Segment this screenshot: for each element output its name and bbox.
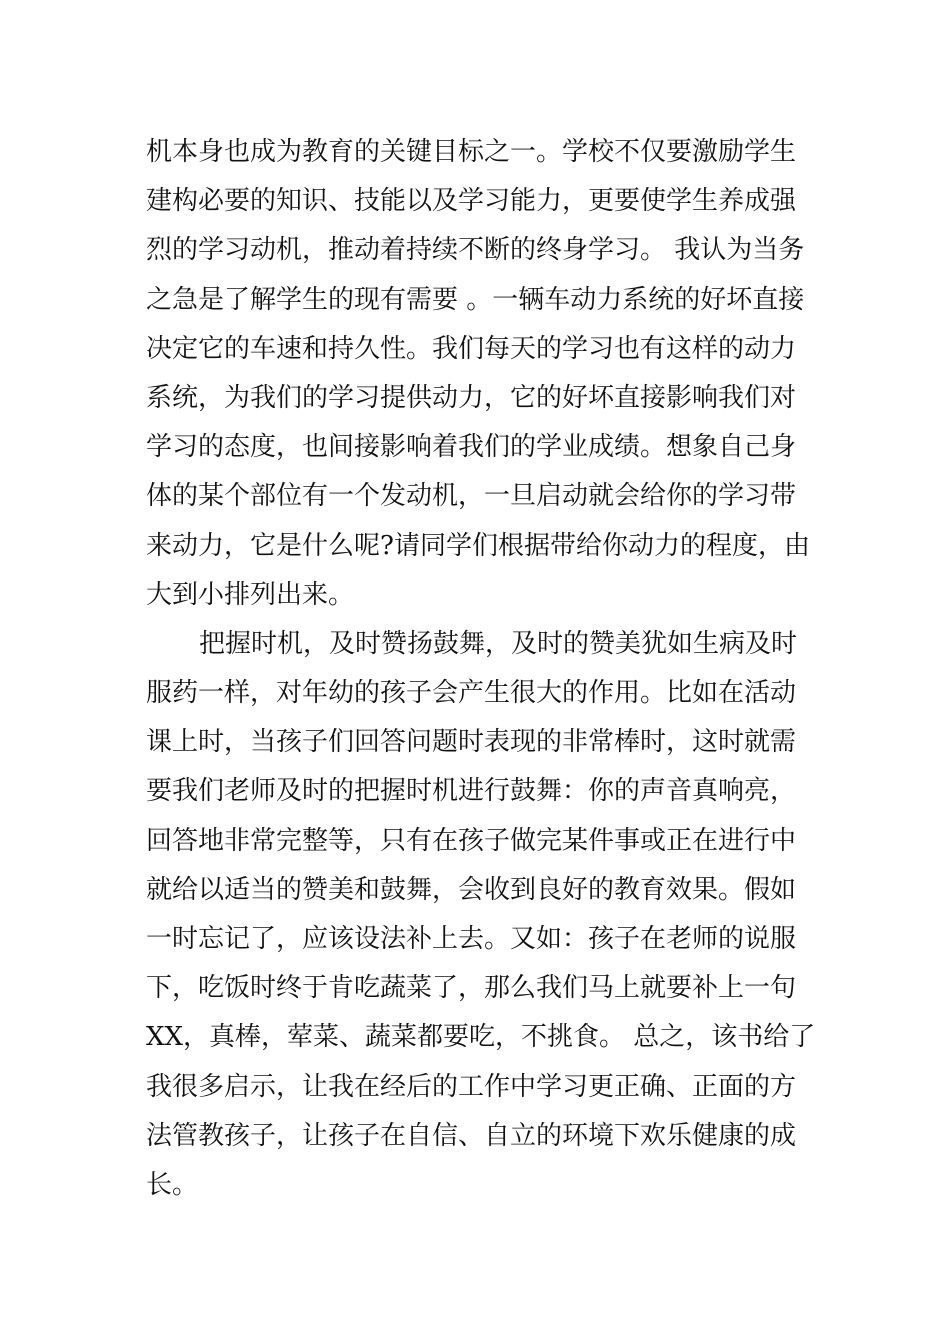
text-line: 机本身也成为教育的关键目标之一。学校不仅要激励学生 — [146, 137, 797, 167]
text-line: 建构必要的知识、技能以及学习能力，更要使学生养成强 — [146, 186, 797, 217]
text-line: 回答地非常完整等，只有在孩子做完某件事或正在进行中 — [146, 825, 797, 856]
text-line: 之急是了解学生的现有需要 。一辆车动力系统的好坏直接 — [146, 284, 805, 315]
document-body — [146, 128, 816, 1210]
text-line: 要我们老师及时的把握时机进行鼓舞：你的声音真响亮， — [146, 776, 797, 807]
text-line: 法管教孩子，让孩子在自信、自立的环境下欢乐健康的成 — [146, 1120, 797, 1151]
text-line: 学习的态度，也间接影响着我们的学业成绩。想象自己身 — [146, 432, 797, 463]
text-line: 决定它的车速和持久性。我们每天的学习也有这样的动力 — [146, 333, 797, 364]
text-line: 课上时，当孩子们回答问题时表现的非常棒时，这时就需 — [146, 727, 797, 758]
paragraph-1 — [146, 128, 810, 620]
paragraph-2 — [146, 620, 816, 1210]
text-line: 来动力，它是什么呢?请同学们根据带给你动力的程度，由 — [146, 530, 810, 561]
text-line: 下，吃饭时终于肯吃蔬菜了，那么我们马上就要补上一句 — [146, 973, 797, 1004]
text-line: 我很多启示，让我在经后的工作中学习更正确、正面的方 — [146, 1071, 797, 1102]
text-line: 就给以适当的赞美和鼓舞，会收到良好的教育效果。假如 — [146, 874, 797, 905]
text-line: XX，真棒，荤菜、蔬菜都要吃，不挑食。 总之，该书给了 — [146, 1022, 816, 1053]
text-line: 大到小排列出来。 — [146, 579, 355, 610]
text-line: 服药一样，对年幼的孩子会产生很大的作用。比如在活动 — [146, 678, 797, 709]
text-line: 长。 — [146, 1169, 199, 1200]
text-line: 烈的学习动机，推动着持续不断的终身学习。 我认为当务 — [146, 235, 805, 266]
text-line: 体的某个部位有一个发动机，一旦启动就会给你的学习带 — [146, 481, 797, 512]
text-line: 系统，为我们的学习提供动力，它的好坏直接影响我们对 — [146, 382, 797, 413]
text-line: 一时忘记了，应该设法补上去。又如：孩子在老师的说服 — [146, 924, 797, 954]
text-line: 把握时机，及时赞扬鼓舞，及时的赞美犹如生病及时 — [199, 628, 798, 659]
